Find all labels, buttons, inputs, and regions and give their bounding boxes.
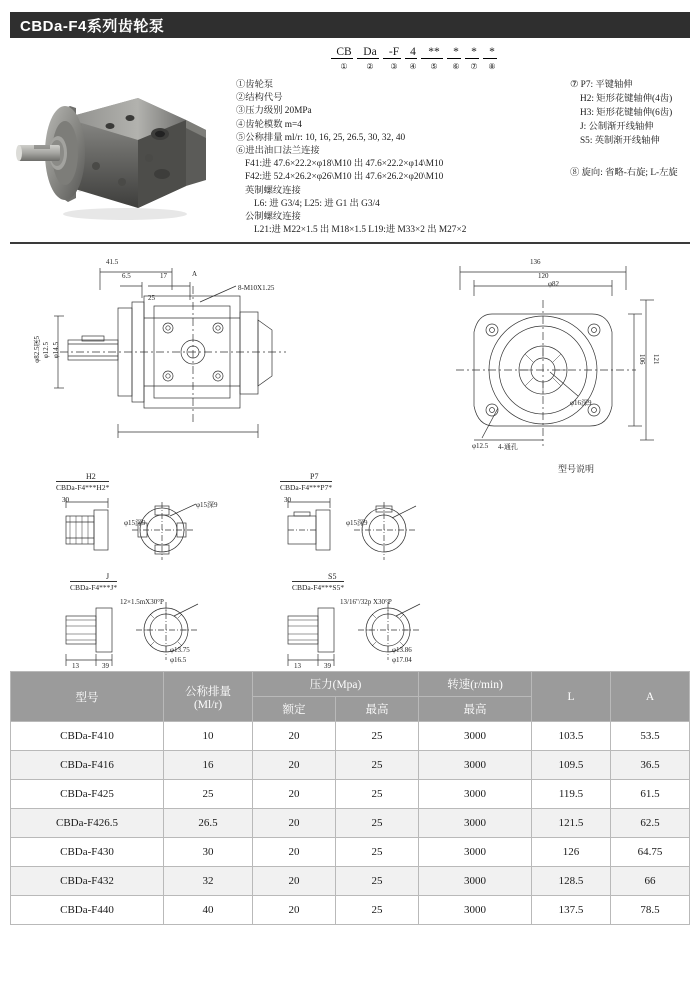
detail-j-39: 39	[102, 662, 109, 670]
technical-drawings	[10, 250, 690, 670]
detail-h2-phi: φ15深9	[124, 519, 146, 527]
dim-label-41-5: 41.5	[106, 258, 119, 266]
legend-item: ⑦ P7: 平键轴伸	[570, 80, 633, 90]
cell-model: CBDa-F432	[11, 867, 164, 896]
dim-label-thread: 8-M10X1.25	[238, 284, 275, 292]
cell-pressure-rated: 20	[253, 780, 336, 809]
top-section	[10, 46, 690, 236]
cell-pressure-rated: 20	[253, 896, 336, 925]
legend-item: L6: 进 G3/4; L25: 进 G1 出 G3/4	[254, 198, 380, 209]
code-letter-7: *	[471, 46, 477, 58]
th-displacement	[164, 672, 253, 722]
product-photo	[10, 46, 232, 226]
spec-table-wrap	[10, 671, 690, 925]
code-letter-1: CB	[336, 46, 352, 58]
detail-p7-phi: φ15深9	[346, 519, 368, 527]
detail-h2-title: H2	[86, 472, 96, 481]
cell-L: 128.5	[532, 867, 611, 896]
dim-label-106: 106	[638, 354, 646, 365]
legend-item: 公制螺纹连接	[245, 211, 301, 222]
code-num-1: ①	[340, 62, 348, 71]
th-speed-max: 最高	[419, 697, 532, 722]
th-displacement-line2: (Ml/r)	[193, 698, 223, 711]
dim-label-25: 25	[148, 294, 155, 302]
detail-j-phi1375: φ13.75	[170, 646, 190, 654]
code-num-7: ⑦	[470, 62, 478, 71]
detail-h2-30: 30	[62, 496, 69, 504]
detail-s5-phi1386: φ13.86	[392, 646, 412, 654]
cell-displacement: 30	[164, 838, 253, 867]
model-code-string	[331, 46, 690, 71]
legend-item: 英制螺纹连接	[245, 185, 301, 196]
detail-p7-title: P7	[310, 472, 319, 481]
section-divider	[10, 242, 690, 244]
cell-pressure-rated: 20	[253, 722, 336, 751]
dim-label-through-hole: 4-通孔	[498, 443, 518, 451]
cell-speed: 3000	[419, 867, 532, 896]
cell-pressure-max: 25	[336, 809, 419, 838]
table-row	[11, 751, 690, 780]
legend-item: ③压力级别 20MPa	[236, 106, 312, 117]
legend-item: ②结构代号	[236, 93, 283, 104]
code-num-5: ⑤	[430, 62, 438, 71]
th-A: A	[611, 672, 690, 722]
cell-model: CBDa-F425	[11, 780, 164, 809]
detail-h2-slots: φ15深9	[196, 501, 218, 509]
legend-left-column	[236, 79, 566, 237]
legend-item: J: 公制渐开线轴伸	[580, 121, 654, 132]
table-row	[11, 896, 690, 925]
page-title	[10, 12, 690, 38]
cell-L: 103.5	[532, 722, 611, 751]
legend-item: ①齿轮泵	[236, 80, 274, 90]
legend-item: S5: 英制渐开线轴伸	[580, 135, 660, 146]
detail-j-13: 13	[72, 662, 79, 670]
cell-pressure-max: 25	[336, 867, 419, 896]
dim-label-17: 17	[160, 272, 167, 280]
cell-model: CBDa-F410	[11, 722, 164, 751]
cell-model: CBDa-F416	[11, 751, 164, 780]
cell-pressure-rated: 20	[253, 809, 336, 838]
cell-model: CBDa-F440	[11, 896, 164, 925]
code-num-8: ⑧	[488, 62, 496, 71]
detail-s5-spline: 13/16"/32p X30°P	[340, 598, 392, 606]
cell-speed: 3000	[419, 838, 532, 867]
spec-table	[10, 671, 690, 925]
dim-label-120: 120	[538, 272, 549, 280]
dim-label-phi125b: φ12.5	[472, 442, 489, 450]
cell-pressure-rated: 20	[253, 867, 336, 896]
code-letter-3: -F	[388, 46, 400, 58]
cell-pressure-max: 25	[336, 838, 419, 867]
th-model: 型号	[11, 672, 164, 722]
cell-model: CBDa-F426.5	[11, 809, 164, 838]
legend-wrap	[236, 79, 690, 237]
legend-item: ⑥进出油口法兰连接	[236, 145, 320, 156]
legend-right-column	[566, 79, 690, 237]
th-pressure-max: 最高	[336, 697, 419, 722]
cell-pressure-max: 25	[336, 896, 419, 925]
model-description-caption: 型号说明	[558, 464, 595, 474]
detail-h2-code: CBDa-F4***H2*	[56, 483, 110, 492]
code-num-3: ③	[390, 62, 398, 71]
dim-label-6-5: 6.5	[122, 272, 131, 280]
legend-item: ⑤公称排量 ml/r: 10, 16, 25, 26.5, 30, 32, 40	[236, 132, 406, 143]
cell-L: 119.5	[532, 780, 611, 809]
detail-p7-30: 30	[284, 496, 291, 504]
cell-A: 62.5	[611, 809, 690, 838]
code-num-6: ⑥	[452, 62, 460, 71]
cell-A: 53.5	[611, 722, 690, 751]
code-num-4: ④	[409, 62, 417, 71]
th-pressure-rated: 额定	[253, 697, 336, 722]
cell-speed: 3000	[419, 809, 532, 838]
cell-pressure-rated: 20	[253, 838, 336, 867]
legend-item: H3: 矩形花键轴伸(6齿)	[580, 107, 673, 118]
table-row	[11, 809, 690, 838]
detail-p7-code: CBDa-F4***P7*	[280, 483, 333, 492]
cell-displacement: 16	[164, 751, 253, 780]
cell-model: CBDa-F430	[11, 838, 164, 867]
legend-item: F41:进 47.6×22.2×φ18\M10 出 47.6×22.2×φ14\M10	[245, 159, 444, 170]
dim-label-phi145: φ14.5	[52, 342, 60, 359]
detail-j-code: CBDa-F4***J*	[70, 583, 118, 592]
code-num-2: ②	[366, 62, 374, 71]
code-number-row	[331, 62, 690, 71]
dim-label-121: 121	[652, 354, 660, 365]
cell-A: 36.5	[611, 751, 690, 780]
cell-pressure-rated: 20	[253, 751, 336, 780]
code-letters-row	[331, 46, 690, 58]
cell-displacement: 10	[164, 722, 253, 751]
cell-displacement: 25	[164, 780, 253, 809]
cell-L: 126	[532, 838, 611, 867]
detail-j-title: J	[106, 572, 110, 581]
cell-speed: 3000	[419, 722, 532, 751]
legend-item: ⑧ 旋向: 省略-右旋; L-左旋	[570, 167, 678, 178]
spec-table-head	[11, 672, 690, 722]
cell-L: 121.5	[532, 809, 611, 838]
table-row	[11, 722, 690, 751]
detail-p7-drawing	[272, 494, 452, 574]
code-letter-8: *	[489, 46, 495, 58]
product-spec-page	[0, 12, 700, 996]
cell-A: 64.75	[611, 838, 690, 867]
dim-label-136: 136	[530, 258, 541, 266]
cell-speed: 3000	[419, 780, 532, 809]
cell-A: 61.5	[611, 780, 690, 809]
th-L: L	[532, 672, 611, 722]
dim-label-phi825: φ82.5深5	[33, 336, 41, 363]
detail-s5-13: 13	[294, 662, 301, 670]
code-letter-4: 4	[410, 46, 416, 58]
table-row	[11, 838, 690, 867]
model-coding-block	[232, 46, 690, 236]
cell-speed: 3000	[419, 896, 532, 925]
detail-s5-phi1704: φ17.04	[392, 656, 412, 664]
cell-speed: 3000	[419, 751, 532, 780]
detail-j-spline: 12×1.5mX30°P	[120, 598, 164, 606]
page-title-text: CBDa-F4系列齿轮泵	[20, 17, 165, 35]
code-letter-5: **	[428, 46, 440, 58]
table-row	[11, 780, 690, 809]
legend-item: H2: 矩形花键轴伸(4齿)	[580, 93, 673, 104]
detail-j-phi165: φ16.5	[170, 656, 187, 664]
table-row	[11, 867, 690, 896]
code-letter-2: Da	[363, 46, 377, 58]
th-speed: 转速(r/min)	[419, 672, 532, 697]
cell-pressure-max: 25	[336, 751, 419, 780]
cell-displacement: 40	[164, 896, 253, 925]
th-displacement-line1: 公称排量	[185, 685, 231, 698]
cell-displacement: 32	[164, 867, 253, 896]
detail-s5-code: CBDa-F4***S5*	[292, 583, 345, 592]
th-pressure: 压力(Mpa)	[253, 672, 419, 697]
cell-displacement: 26.5	[164, 809, 253, 838]
spec-table-body	[11, 722, 690, 925]
legend-item: L21:进 M22×1.5 出 M18×1.5 L19:进 M33×2 出 M27×2	[254, 225, 467, 236]
dim-label-phi16d9: φ16深9	[570, 399, 592, 407]
cell-pressure-max: 25	[336, 780, 419, 809]
dim-label-phi125: φ12.5	[42, 342, 50, 359]
detail-s5-title: S5	[328, 572, 337, 581]
cell-L: 109.5	[532, 751, 611, 780]
legend-item: ④齿轮模数 m=4	[236, 119, 302, 130]
dim-label-A: A	[192, 270, 198, 278]
cell-A: 78.5	[611, 896, 690, 925]
cell-A: 66	[611, 867, 690, 896]
code-letter-6: *	[453, 46, 459, 58]
cell-L: 137.5	[532, 896, 611, 925]
cell-pressure-max: 25	[336, 722, 419, 751]
dim-label-phi82: φ82	[548, 280, 560, 288]
legend-item: F42:进 52.4×26.2×φ26\M10 出 47.6×26.2×φ20\M10	[245, 172, 444, 183]
detail-s5-39: 39	[324, 662, 331, 670]
